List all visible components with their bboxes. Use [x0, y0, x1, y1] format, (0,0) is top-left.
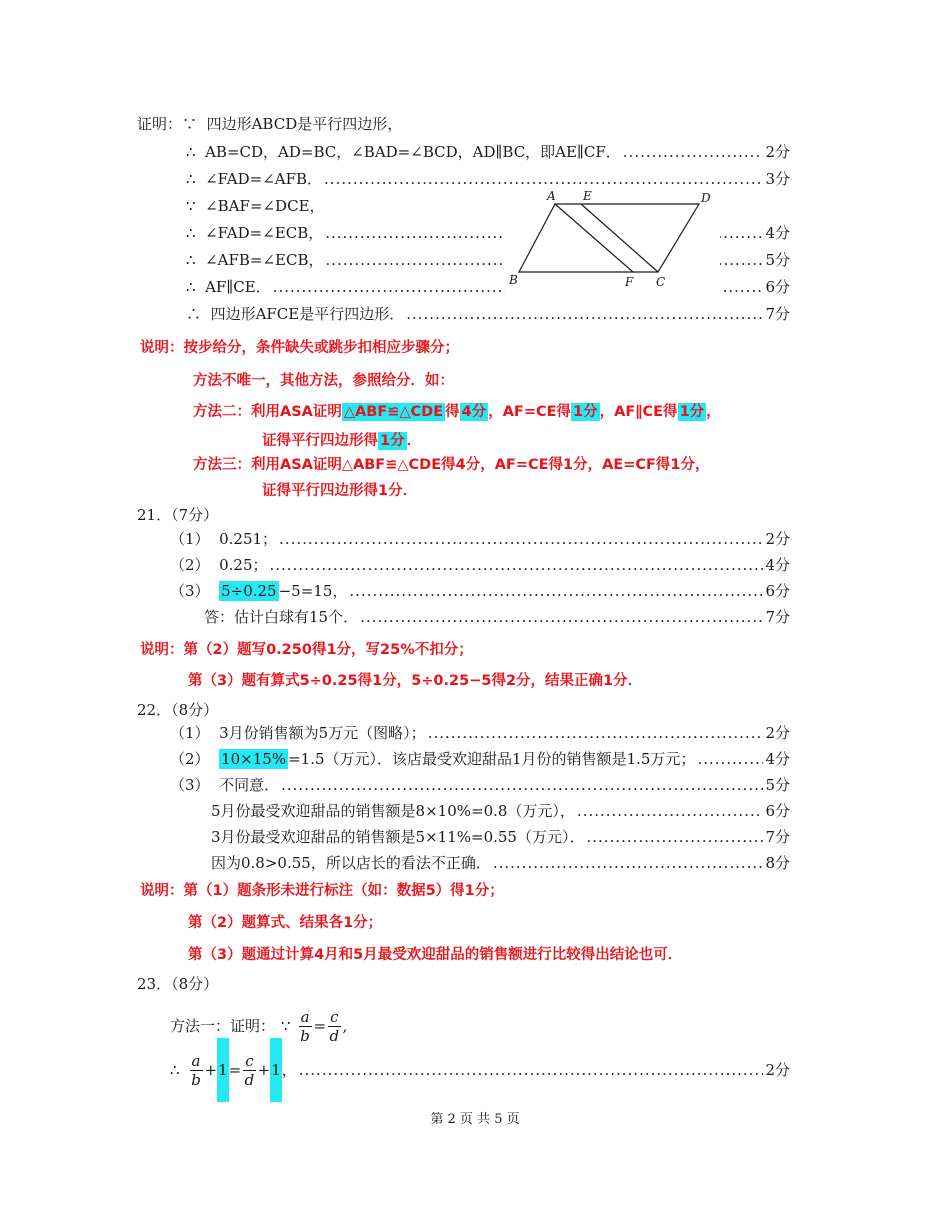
fraction-a-over-b: $\frac{a}{b}$ [191, 1051, 201, 1089]
proof-line: ∴ ∠AFB=∠ECB， ..... 5分 [186, 247, 790, 273]
leader-dots [270, 552, 764, 578]
proof-line: ∴ AF∥CE． ..... 6分 [186, 274, 790, 300]
q22-note3: 第（3）题通过计算4月和5月最受欢迎甜品的销售额进行比较得出结论也可． [188, 947, 683, 963]
point-label-c: C [656, 275, 666, 289]
leader-dots [406, 301, 763, 327]
leader-dots [299, 1048, 764, 1092]
point-label-a: A [547, 189, 556, 203]
leader-dots [493, 850, 764, 876]
highlight: 10×15% [221, 750, 287, 768]
figure-background [505, 186, 720, 292]
q21-part2: （2） 0.25； ..... 4分 [170, 552, 790, 578]
q22-note1: 说明：第（1）题条形未进行标注（如：数据5）得1分； [140, 883, 504, 899]
highlight: 1 [217, 1038, 229, 1102]
highlight: △ABF≌△CDE [343, 404, 444, 420]
q22-part2: （2） 10×15% =1.5（万元）．该店最受欢迎甜品1月份的销售额是1.5万元； ..... 4分 [170, 746, 790, 772]
q21-answer: 答：估计白球有15个． ..... 7分 [204, 604, 790, 630]
q22-note2: 第（2）题算式、结果各1分； [188, 915, 383, 931]
note-20-method2-cont: 证得平行四边形得 1分 ． [262, 433, 422, 449]
point-label-e: E [583, 189, 592, 203]
q22-sub2: 3月份最受欢迎甜品的销售额是5×11%=0.55（万元）． ..... 7分 [211, 824, 790, 850]
leader-dots [577, 798, 764, 824]
q21-note1: 说明：第（2）题写0.250得1分，写25%不扣分； [140, 642, 473, 658]
q21-note2: 第（3）题有算式5÷0.25得1分，5÷0.25−5得2分，结果正确1分． [188, 673, 643, 689]
highlight: 1分 [679, 404, 705, 420]
leader-dots [349, 578, 763, 604]
highlight: 1分 [380, 433, 405, 449]
fraction-a-over-b: $\frac{a}{b}$ [300, 1007, 310, 1045]
q23-method1: 方法一：证明： ∵ $\frac{a}{b}$ = $\frac{c}{d}$ , [170, 1007, 348, 1045]
highlight: 1分 [573, 404, 598, 420]
leader-dots [281, 772, 763, 798]
point-label-d: D [701, 191, 711, 205]
q22-sub3: 因为0.8>0.55，所以店长的看法不正确． ..... 8分 [211, 850, 790, 876]
q22-part1: （1） 3月份销售额为5万元（图略）； ..... 2分 [170, 720, 790, 746]
proof-line: ∴ ∠FAD=∠AFB． ..... 3分 [186, 166, 790, 192]
page-footer: 第 2 页 共 5 页 [430, 1112, 520, 1127]
note-20-line1: 说明：按步给分，条件缺失或跳步扣相应步骤分； [140, 340, 459, 356]
q21-part1: （1） 0.251； ..... 2分 [170, 526, 790, 552]
q22-header: 22．（8分） [137, 701, 219, 719]
q21-part3: （3） 5÷0.25 −5=15， ..... 6分 [170, 578, 790, 604]
q23-eq: ∴ $\frac{a}{b}$ + 1 = $\frac{c}{d}$ + 1 ， ..... 2分 [170, 1048, 790, 1092]
fraction-c-over-d: $\frac{c}{d}$ [329, 1007, 340, 1045]
point-label-f: F [625, 275, 634, 289]
note-20-method3-cont: 证得平行四边形得1分． [262, 483, 418, 499]
note-20-method2: 方法二：利用ASA证明 △ABF≌△CDE 得 4分 ，AF=CE得 1分 ，AF∥CE得 1分 ， [193, 404, 721, 420]
note-20-method3: 方法三：利用ASA证明△ABF≌△CDE得4分，AF=CE得1分，AE=CF得1分， [193, 457, 710, 473]
fraction-c-over-d: $\frac{c}{d}$ [244, 1051, 255, 1089]
highlight: 5÷0.25 [221, 582, 277, 600]
q22-part3: （3） 不同意． ..... 5分 [170, 772, 790, 798]
highlight: 4分 [461, 404, 487, 420]
parallelogram-figure [505, 186, 720, 292]
leader-dots [279, 526, 763, 552]
leader-dots [697, 746, 763, 772]
proof-line: ∵ ∠BAF=∠DCE， [186, 197, 325, 215]
leader-dots [428, 720, 764, 746]
highlight: 1 [270, 1038, 282, 1102]
proof-line: ∴ AB=CD，AD=BC，∠BAD=∠BCD，AD∥BC，即AE∥CF． ..... 2分 [186, 139, 790, 165]
proof-line: ∴ ∠FAD=∠ECB， ..... 4分 [186, 220, 790, 246]
note-20-line2: 方法不唯一，其他方法，参照给分．如： [193, 373, 454, 389]
leader-dots [623, 139, 764, 165]
point-label-b: B [509, 273, 518, 287]
proof-intro: 证明：∵ 四边形ABCD是平行四边形， [137, 115, 403, 133]
leader-dots [586, 824, 763, 850]
q23-header: 23．（8分） [137, 975, 219, 993]
q21-header: 21．（7分） [137, 506, 219, 524]
proof-line: ∴ 四边形AFCE是平行四边形． ..... 7分 [186, 301, 790, 327]
q22-sub1: 5月份最受欢迎甜品的销售额是8×10%=0.8（万元）， ..... 6分 [211, 798, 790, 824]
leader-dots [360, 604, 763, 630]
